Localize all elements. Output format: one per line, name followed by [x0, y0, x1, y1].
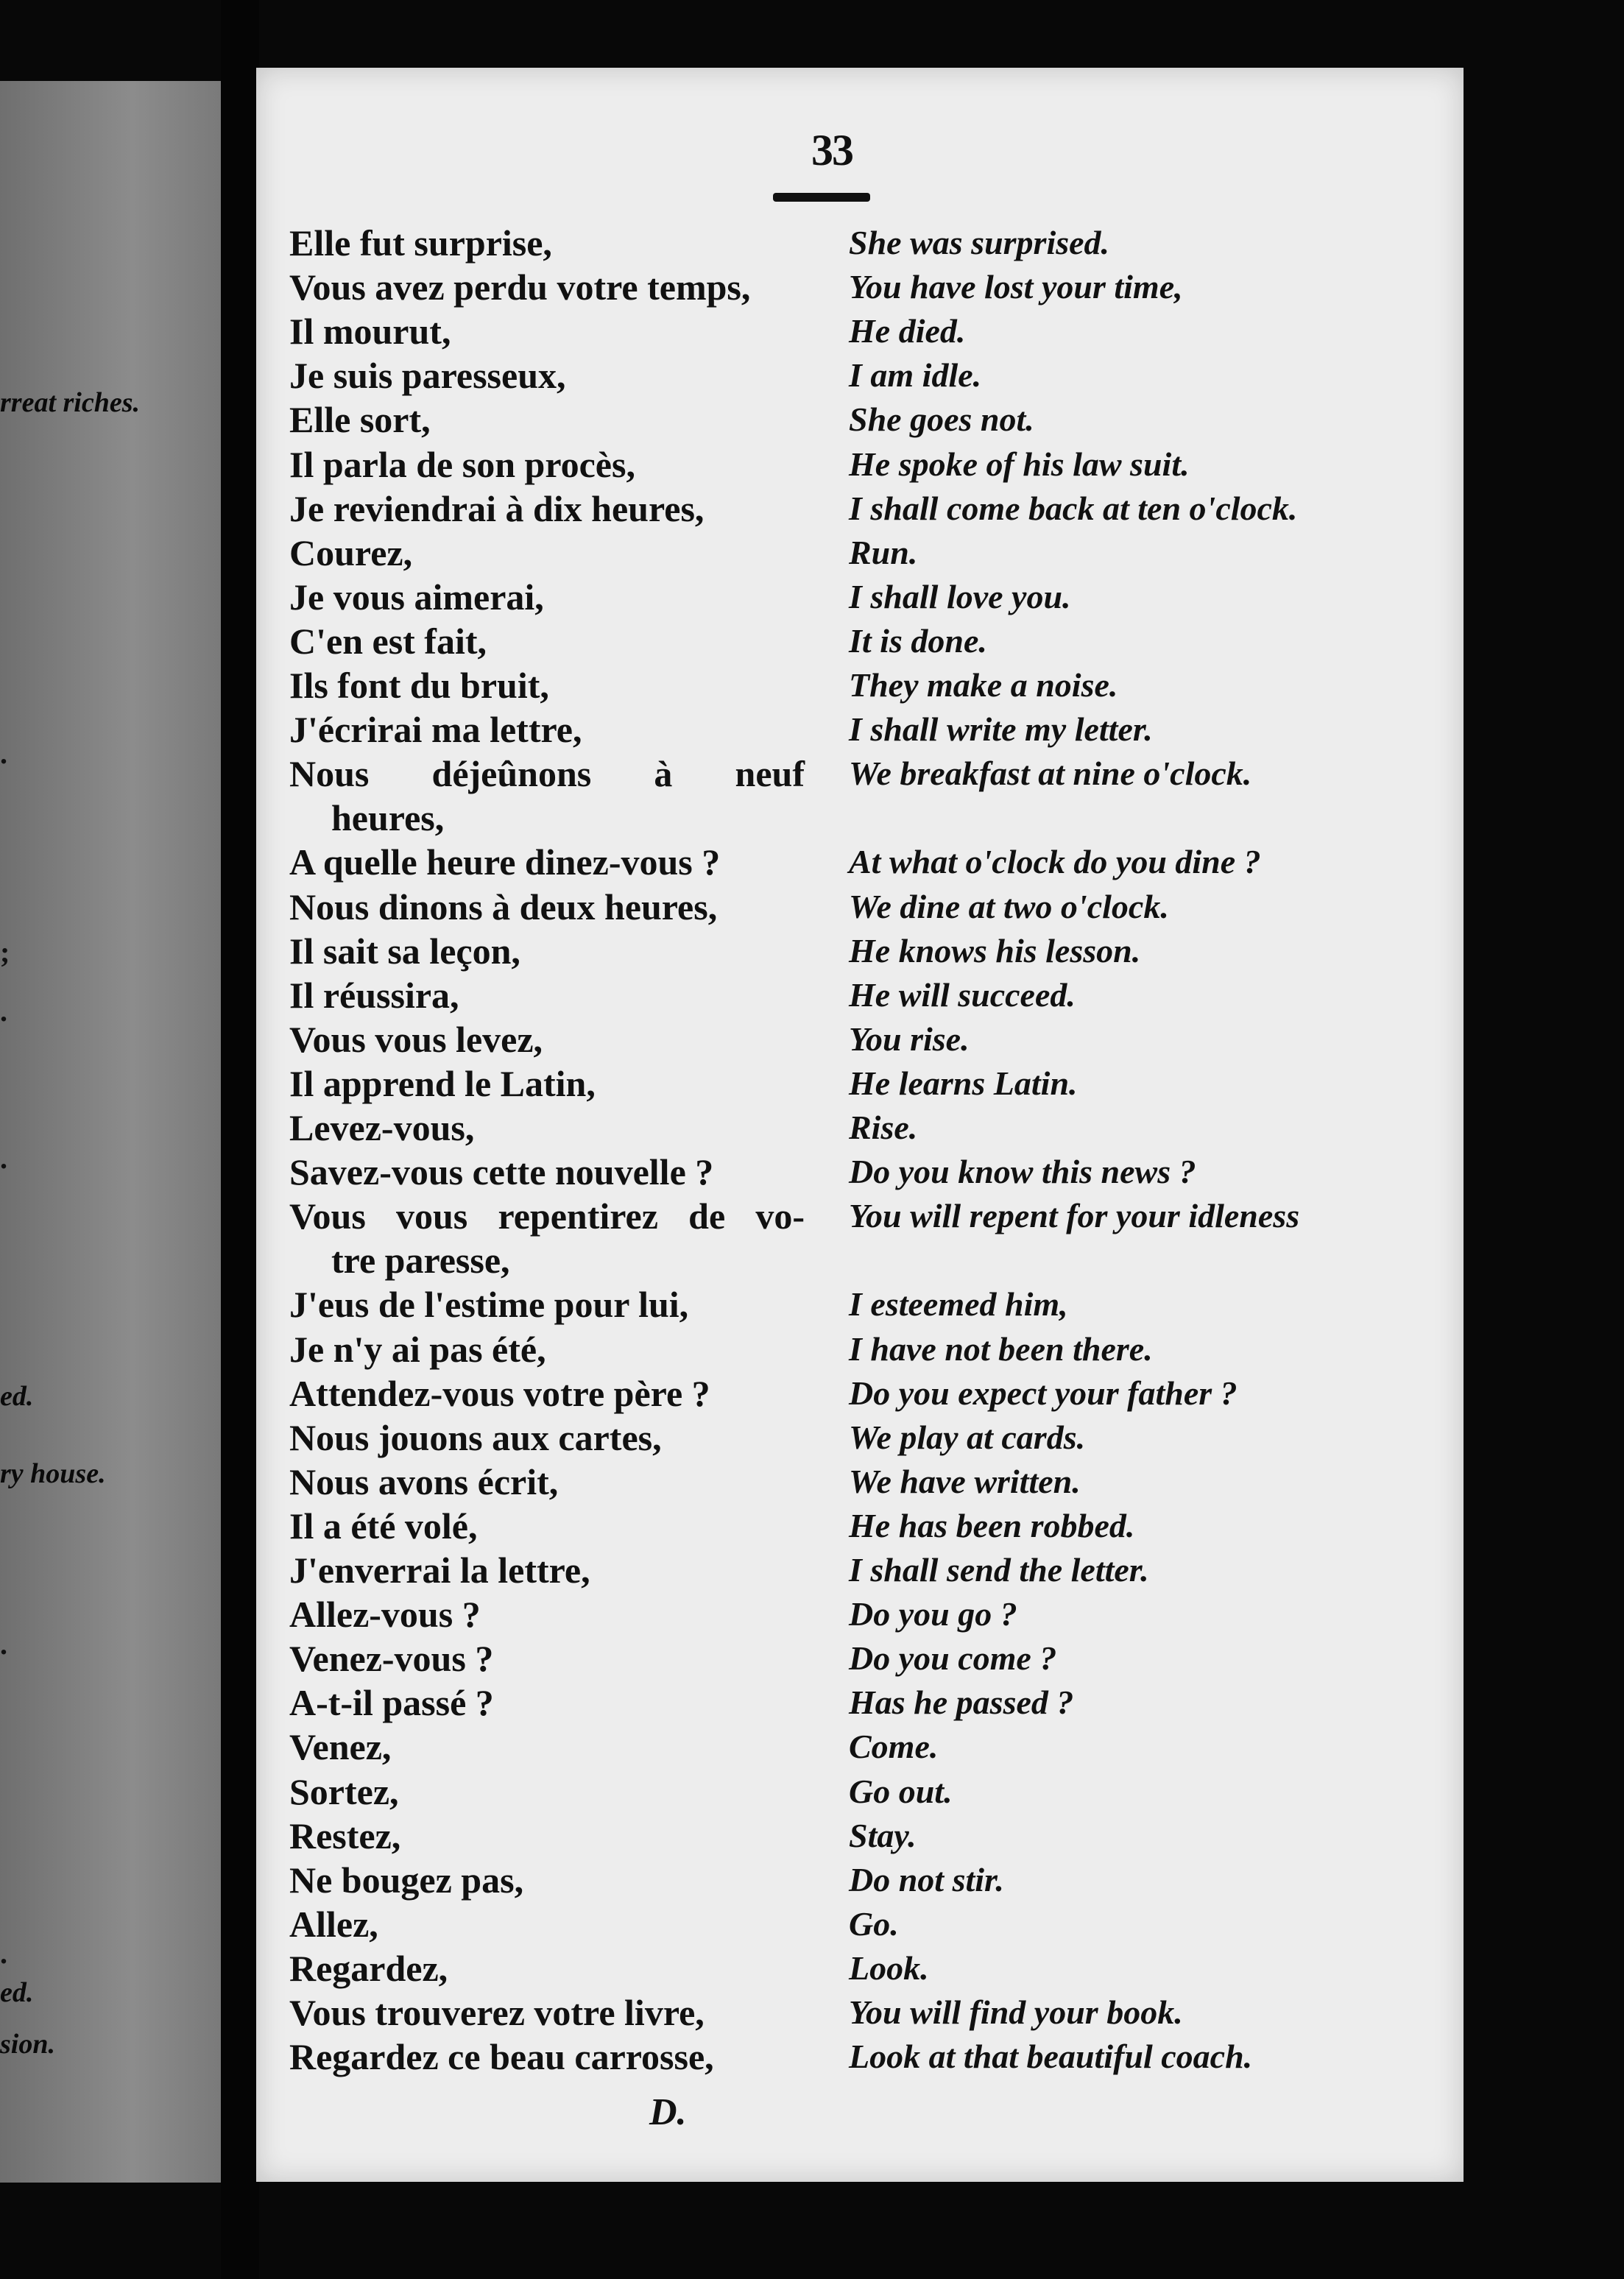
previous-page-mark: ; [0, 936, 10, 969]
phrase-row [0, 531, 1624, 575]
phrase-row [0, 1150, 1624, 1194]
phrase-row [0, 2035, 1624, 2079]
phrase-row [0, 1106, 1624, 1150]
english-translation: He learns Latin. [849, 1064, 1078, 1102]
french-phrase: A-t-il passé ? [289, 1682, 494, 1723]
phrase-row [0, 353, 1624, 398]
english-translation: He died. [849, 312, 966, 350]
french-phrase: Venez, [289, 1726, 392, 1767]
french-phrase: Je suis paresseux, [289, 355, 566, 396]
french-phrase: Vous trouverez votre livre, [289, 1992, 705, 2033]
english-translation: I shall come back at ten o'clock. [849, 490, 1298, 527]
french-phrase: Il apprend le Latin, [289, 1063, 596, 1104]
previous-page-mark: . [0, 1937, 7, 1970]
phrase-row [0, 1548, 1624, 1592]
phrase-row [0, 1592, 1624, 1636]
french-phrase: heures, [331, 797, 445, 838]
english-translation: Do you go ? [849, 1595, 1017, 1633]
english-translation: You will find your book. [849, 1993, 1183, 2031]
french-phrase: Je reviendrai à dix heures, [289, 488, 705, 529]
phrase-row [0, 840, 1624, 884]
french-phrase: Restez, [289, 1815, 401, 1856]
english-translation: Do you know this news ? [849, 1153, 1196, 1190]
english-translation: We play at cards. [849, 1418, 1086, 1456]
phrase-row [0, 309, 1624, 353]
phrase-row [0, 796, 1624, 840]
page-number: 33 [811, 126, 852, 174]
previous-page-fragment: ed. [0, 1977, 34, 2008]
french-phrase: Savez-vous cette nouvelle ? [289, 1151, 714, 1192]
english-translation: Do you expect your father ? [849, 1374, 1238, 1412]
french-phrase: Il a été volé, [289, 1505, 478, 1547]
phrase-row [0, 1504, 1624, 1548]
english-translation: Stay. [849, 1817, 917, 1854]
english-translation: She goes not. [849, 400, 1034, 438]
french-phrase: Elle fut surprise, [289, 222, 552, 264]
french-phrase: Vous vous repentirez de vo- [289, 1195, 805, 1237]
phrase-row [0, 1371, 1624, 1416]
phrase-row [0, 1946, 1624, 1990]
english-translation: I have not been there. [849, 1330, 1153, 1368]
french-phrase: Venez-vous ? [289, 1638, 494, 1679]
phrase-row [0, 442, 1624, 487]
english-translation: You will repent for your idleness [849, 1197, 1300, 1234]
french-phrase: Il sait sa leçon, [289, 930, 520, 972]
french-phrase: Je n'y ai pas été, [289, 1329, 546, 1370]
french-phrase: tre paresse, [331, 1240, 510, 1281]
english-translation: He has been robbed. [849, 1507, 1135, 1544]
english-translation: Run. [849, 534, 918, 571]
english-translation: He knows his lesson. [849, 932, 1141, 969]
french-phrase: Nous jouons aux cartes, [289, 1417, 662, 1458]
english-translation: Do not stir. [849, 1861, 1004, 1898]
english-translation: I shall send the letter. [849, 1551, 1149, 1589]
phrase-row [0, 1061, 1624, 1106]
phrase-row [0, 1238, 1624, 1282]
french-phrase: Il parla de son procès, [289, 444, 635, 485]
english-translation: Come. [849, 1728, 939, 1765]
french-phrase: Levez-vous, [289, 1107, 475, 1148]
phrase-row [0, 1725, 1624, 1769]
french-phrase: Courez, [289, 532, 413, 573]
phrase-row [0, 1770, 1624, 1814]
french-phrase: Elle sort, [289, 399, 431, 440]
english-translation: He will succeed. [849, 976, 1076, 1014]
phrase-row [0, 265, 1624, 309]
phrase-row [0, 1902, 1624, 1946]
english-translation: Look at that beautiful coach. [849, 2038, 1253, 2075]
english-translation: Go out. [849, 1773, 953, 1810]
french-phrase: Attendez-vous votre père ? [289, 1373, 710, 1414]
french-phrase: Je vous aimerai, [289, 576, 544, 618]
english-translation: I esteemed him, [849, 1285, 1068, 1323]
english-translation: We dine at two o'clock. [849, 888, 1169, 925]
english-translation: He spoke of his law suit. [849, 445, 1190, 483]
french-phrase: Ne bougez pas, [289, 1859, 524, 1901]
previous-page-fragment: sion. [0, 2029, 55, 2060]
phrase-row [0, 1017, 1624, 1061]
phrase-row [0, 1194, 1624, 1238]
french-phrase: A quelle heure dinez-vous ? [289, 841, 721, 883]
phrase-row [0, 973, 1624, 1017]
phrase-row [0, 885, 1624, 929]
french-phrase: Ils font du bruit, [289, 665, 549, 706]
previous-page-fragment: ry house. [0, 1458, 106, 1489]
phrase-row [0, 663, 1624, 707]
previous-page-fragment: rreat riches. [0, 387, 140, 418]
english-translation: It is done. [849, 622, 987, 660]
phrase-row [0, 575, 1624, 619]
english-translation: At what o'clock do you dine ? [849, 843, 1261, 880]
english-translation: I shall write my letter. [849, 710, 1153, 748]
phrase-row [0, 619, 1624, 663]
previous-page-mark: . [0, 737, 7, 770]
french-phrase: Il réussira, [289, 975, 459, 1016]
french-phrase: Regardez ce beau carrosse, [289, 2036, 714, 2077]
previous-page-mark: . [0, 1628, 7, 1661]
phrase-row [0, 1990, 1624, 2035]
french-phrase: Allez, [289, 1904, 378, 1945]
french-phrase: J'eus de l'estime pour lui, [289, 1284, 689, 1325]
french-phrase: Nous déjeûnons à neuf [289, 753, 805, 794]
french-phrase: Nous avons écrit, [289, 1461, 559, 1502]
english-translation: Has he passed ? [849, 1683, 1074, 1721]
phrase-row [0, 1636, 1624, 1681]
french-phrase: Vous avez perdu votre temps, [289, 266, 751, 308]
english-translation: You rise. [849, 1020, 970, 1058]
english-translation: Do you come ? [849, 1639, 1057, 1677]
page-number-rule [773, 193, 870, 202]
previous-page-mark: . [0, 994, 7, 1028]
signature-mark: D. [649, 2091, 687, 2133]
french-phrase: J'enverrai la lettre, [289, 1550, 590, 1591]
previous-page-mark: . [0, 1142, 7, 1175]
phrase-row [0, 1327, 1624, 1371]
phrase-row [0, 707, 1624, 752]
french-phrase: Allez-vous ? [289, 1594, 481, 1635]
french-phrase: Nous dinons à deux heures, [289, 886, 718, 928]
phrase-row [0, 752, 1624, 796]
phrase-row [0, 398, 1624, 442]
phrase-row [0, 487, 1624, 531]
english-translation: She was surprised. [849, 224, 1110, 261]
english-translation: We breakfast at nine o'clock. [849, 755, 1252, 792]
phrase-row [0, 221, 1624, 265]
phrase-row [0, 1681, 1624, 1725]
french-phrase: Il mourut, [289, 311, 451, 352]
english-translation: Look. [849, 1949, 929, 1987]
phrase-row [0, 1814, 1624, 1858]
phrase-row [0, 1460, 1624, 1504]
english-translation: Go. [849, 1905, 899, 1943]
previous-page-fragment: ed. [0, 1381, 34, 1412]
phrase-row [0, 1858, 1624, 1902]
english-translation: I shall love you. [849, 578, 1071, 615]
phrase-row [0, 1416, 1624, 1460]
french-phrase: J'écrirai ma lettre, [289, 709, 582, 750]
english-translation: We have written. [849, 1463, 1081, 1500]
english-translation: I am idle. [849, 356, 982, 394]
english-translation: Rise. [849, 1109, 918, 1146]
phrase-row [0, 1282, 1624, 1326]
french-phrase: Sortez, [289, 1771, 399, 1812]
english-translation: You have lost your time, [849, 268, 1183, 305]
french-phrase: Vous vous levez, [289, 1019, 543, 1060]
french-phrase: Regardez, [289, 1948, 448, 1989]
phrase-row [0, 929, 1624, 973]
english-translation: They make a noise. [849, 666, 1118, 704]
french-phrase: C'en est fait, [289, 621, 487, 662]
